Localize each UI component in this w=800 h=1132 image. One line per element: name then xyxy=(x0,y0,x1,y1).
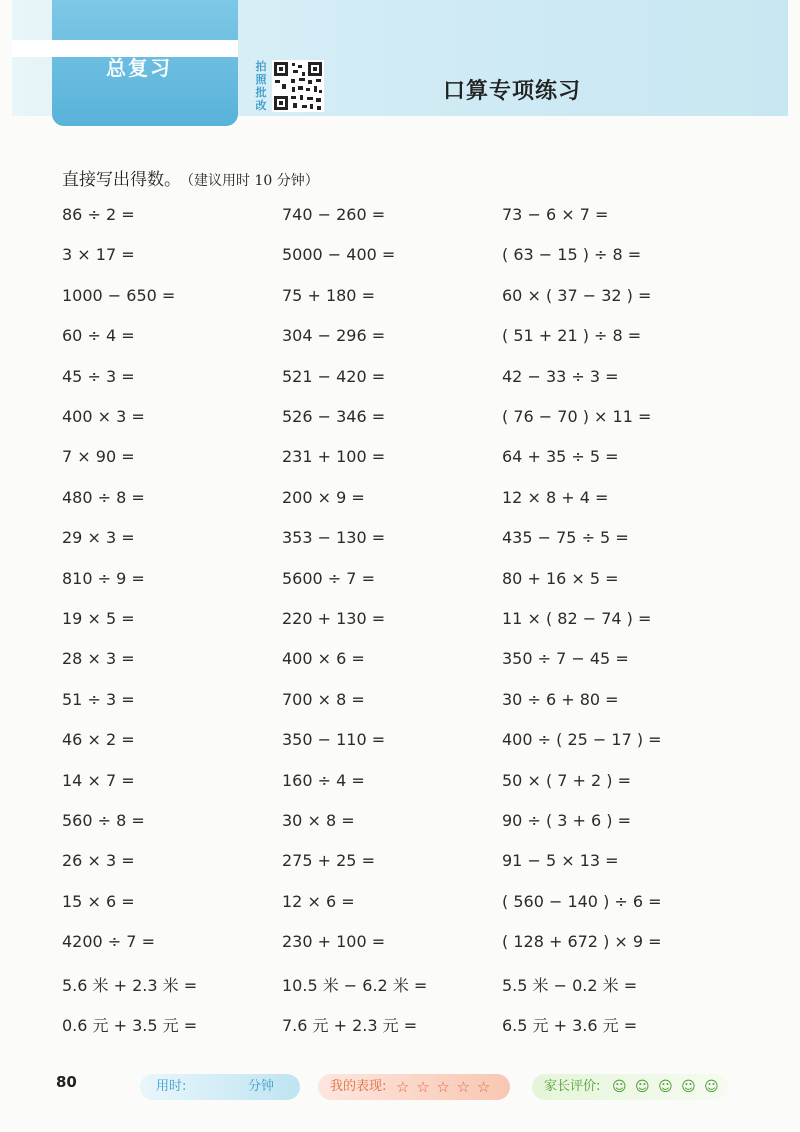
qr-code-icon[interactable] xyxy=(272,60,324,112)
time-pill xyxy=(140,1074,300,1100)
problem-item: 15 × 6 = xyxy=(62,891,135,911)
qr-label: 拍照批改 xyxy=(255,60,267,112)
problem-item: 45 ÷ 3 = xyxy=(62,366,135,386)
problem-item: 400 × 6 = xyxy=(282,649,365,669)
problem-item: 51 ÷ 3 = xyxy=(62,689,135,709)
problem-item: 73 − 6 × 7 = xyxy=(502,205,609,224)
problem-item: 435 − 75 ÷ 5 = xyxy=(502,528,629,548)
problem-item: 220 + 130 = xyxy=(282,609,386,628)
problem-item: 231 + 100 = xyxy=(282,447,386,467)
problem-item: 64 + 35 ÷ 5 = xyxy=(502,447,619,467)
problem-item: 160 ÷ 4 = xyxy=(282,770,365,790)
problem-item: 5000 − 400 = xyxy=(282,245,396,265)
problem-item: 304 − 296 = xyxy=(282,326,386,346)
page-title: 口算专项练习 xyxy=(443,79,582,104)
problem-item: ( 76 − 70 ) × 11 = xyxy=(502,407,652,426)
problem-item: 5.6 米 + 2.3 米 = xyxy=(62,975,198,995)
problem-item: 91 − 5 × 13 = xyxy=(502,851,619,871)
problem-item: 28 × 3 = xyxy=(62,649,135,669)
performance-stars[interactable]: ☆ ☆ ☆ ☆ ☆ xyxy=(396,1078,492,1096)
parent-faces[interactable]: ☺ ☺ ☺ ☺ ☺ xyxy=(612,1079,721,1095)
problem-item: 29 × 3 = xyxy=(62,528,135,548)
problem-item: ( 128 + 672 ) × 9 = xyxy=(502,932,662,952)
problem-item: 1000 − 650 = xyxy=(62,285,176,305)
problem-item: 30 × 8 = xyxy=(282,811,355,830)
problem-item: 5600 ÷ 7 = xyxy=(282,568,375,588)
problem-item: 810 ÷ 9 = xyxy=(62,568,145,588)
instructions-note: （建议用时 10 分钟） xyxy=(187,173,319,189)
parent-label: 家长评价: xyxy=(544,1079,601,1094)
section-tab-title: 总复习 xyxy=(106,56,172,80)
problem-item: 60 × ( 37 − 32 ) = xyxy=(502,285,652,305)
problem-item: 11 × ( 82 − 74 ) = xyxy=(502,609,652,628)
problem-item: 480 ÷ 8 = xyxy=(62,487,145,507)
problem-item: 86 ÷ 2 = xyxy=(62,205,135,224)
problem-item: 26 × 3 = xyxy=(62,851,135,871)
problem-item: 275 + 25 = xyxy=(282,851,375,871)
time-label: 用时: xyxy=(156,1079,187,1094)
problem-item: 4200 ÷ 7 = xyxy=(62,932,155,952)
problem-item: ( 560 − 140 ) ÷ 6 = xyxy=(502,891,662,911)
problem-item: 19 × 5 = xyxy=(62,609,135,628)
problem-item: 75 + 180 = xyxy=(282,285,375,305)
performance-label: 我的表现: xyxy=(330,1079,387,1094)
problem-item: 6.5 元 + 3.6 元 = xyxy=(502,1016,638,1035)
problem-item: 60 ÷ 4 = xyxy=(62,326,135,346)
problem-item: 5.5 米 − 0.2 米 = xyxy=(502,975,638,995)
problem-item: 560 ÷ 8 = xyxy=(62,811,145,830)
problem-item: 80 + 16 × 5 = xyxy=(502,568,619,588)
problem-item: 700 × 8 = xyxy=(282,689,365,709)
problem-item: 46 × 2 = xyxy=(62,730,135,750)
problem-item: 7 × 90 = xyxy=(62,447,135,467)
problem-item: 50 × ( 7 + 2 ) = xyxy=(502,770,632,790)
problem-item: 10.5 米 − 6.2 米 = xyxy=(282,975,428,995)
time-unit: 分钟 xyxy=(248,1079,275,1094)
performance-pill xyxy=(318,1074,510,1100)
problem-item: 12 × 6 = xyxy=(282,891,355,911)
problem-item: 30 ÷ 6 + 80 = xyxy=(502,689,619,709)
problem-item: 14 × 7 = xyxy=(62,770,135,790)
problem-item: 526 − 346 = xyxy=(282,407,386,426)
problem-item: 12 × 8 + 4 = xyxy=(502,487,609,507)
problem-item: 230 + 100 = xyxy=(282,932,386,952)
problem-item: 200 × 9 = xyxy=(282,487,365,507)
instructions-main: 直接写出得数。 xyxy=(62,170,181,190)
problem-item: 7.6 元 + 2.3 元 = xyxy=(282,1016,418,1035)
problem-item: 3 × 17 = xyxy=(62,245,135,265)
problem-item: ( 63 − 15 ) ÷ 8 = xyxy=(502,245,642,265)
problem-item: 42 − 33 ÷ 3 = xyxy=(502,366,619,386)
parent-pill xyxy=(532,1074,728,1100)
problem-item: 400 × 3 = xyxy=(62,407,145,426)
problem-item: 400 ÷ ( 25 − 17 ) = xyxy=(502,730,662,750)
problem-item: ( 51 + 21 ) ÷ 8 = xyxy=(502,326,642,346)
instructions xyxy=(62,165,319,190)
problem-item: 90 ÷ ( 3 + 6 ) = xyxy=(502,811,632,830)
problem-item: 350 − 110 = xyxy=(282,730,386,750)
problem-item: 521 − 420 = xyxy=(282,366,386,386)
page-number: 80 xyxy=(56,1073,77,1091)
problem-item: 350 ÷ 7 − 45 = xyxy=(502,649,629,669)
problem-item: 353 − 130 = xyxy=(282,528,386,548)
problem-item: 740 − 260 = xyxy=(282,205,386,224)
problem-item: 0.6 元 + 3.5 元 = xyxy=(62,1016,198,1035)
